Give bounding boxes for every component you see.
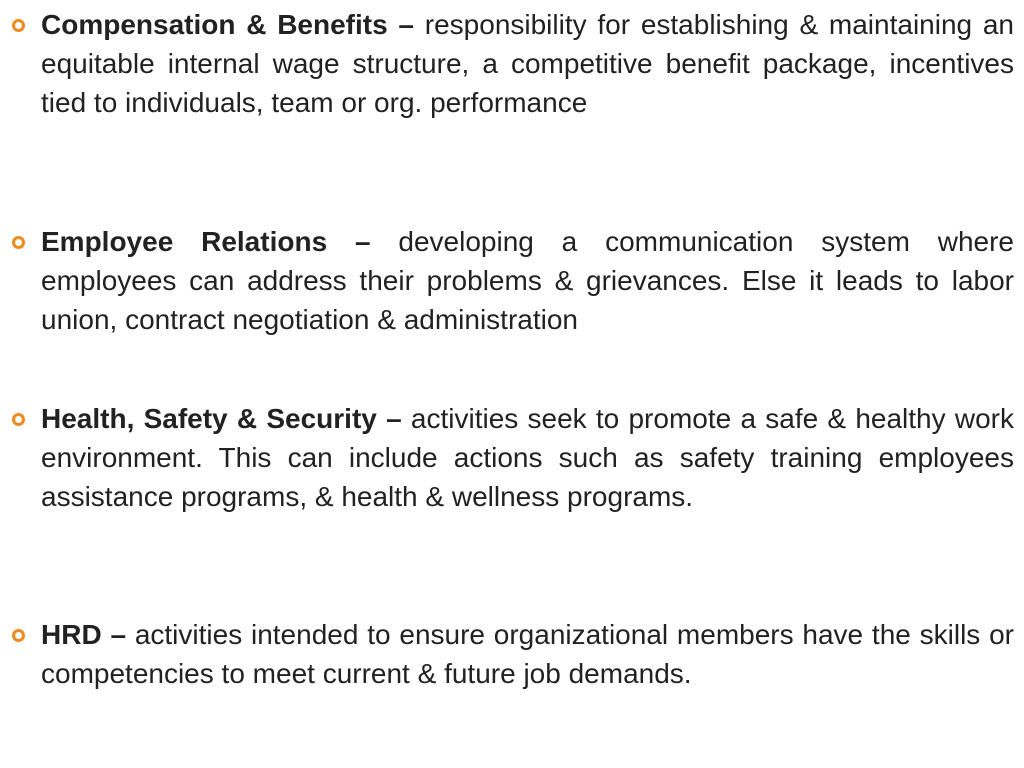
bullet-description: activities intended to ensure organizational members have the skills or competencies to meet current & future job demands. — [41, 619, 1014, 690]
bullet-paragraph — [41, 222, 1014, 340]
bullet-description: developing a communication system where employees can address their problems & grievances. Else it leads to labor union, contract negotiation & administration — [41, 226, 1015, 336]
hollow-circle-bullet-icon — [12, 413, 25, 426]
bullet-paragraph — [41, 399, 1014, 517]
hollow-circle-bullet-icon — [12, 236, 25, 249]
bullet-term: HRD – — [41, 619, 127, 650]
bullet-term: Health, Safety & Security – — [41, 403, 402, 434]
hollow-circle-bullet-icon — [12, 629, 25, 642]
bullet-paragraph — [41, 5, 1014, 123]
hollow-circle-bullet-icon — [12, 19, 25, 32]
bullet-term: Compensation & Benefits – — [41, 9, 415, 40]
bullet-term: Employee Relations – — [41, 226, 371, 257]
bullet-description: activities seek to promote a safe & healthy work environment. This can include actions such as safety training employees assistance programs, & health & wellness programs. — [41, 403, 1014, 513]
bullet-paragraph — [41, 615, 1014, 693]
bullet-description: responsibility for establishing & maintaining an equitable internal wage structure, a competitive benefit package, incentives tied to individuals, team or org. performance — [41, 9, 1015, 119]
